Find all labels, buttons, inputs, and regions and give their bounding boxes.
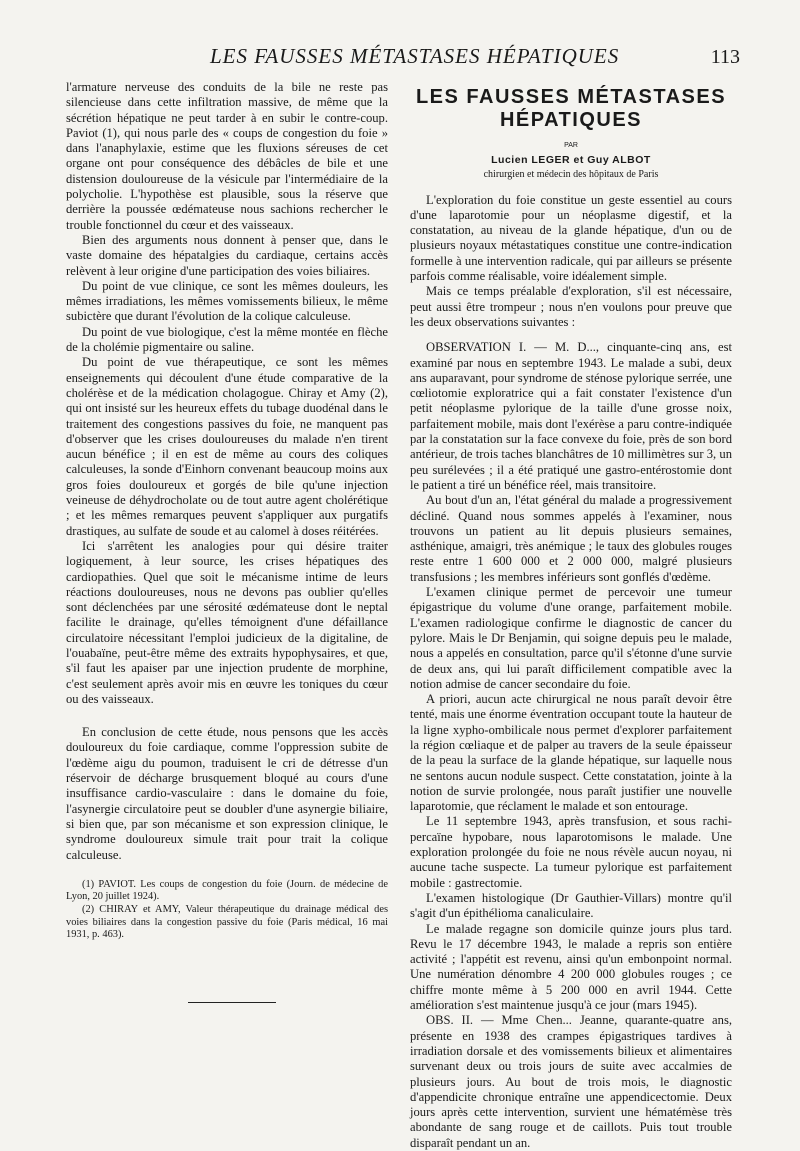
by-line: PAR <box>564 142 578 149</box>
footnote: (2) CHIRAY et AMY, Valeur thérapeutique du drainage médical des voies biliaires dans la congestion passive du foie (Paris médical, 16 mai 1931, p. 463). <box>66 904 388 941</box>
paragraph: Mais ce temps préalable d'exploration, s'il est nécessaire, peut aussi être trompeur ; nous n'en voulons pour preuve que les deux observations suivantes : <box>410 284 732 329</box>
footnote: (1) PAVIOT. Les coups de congestion du foie (Journ. de médecine de Lyon, 20 juillet 1924). <box>66 878 388 903</box>
paragraph: L'exploration du foie constitue un geste essentiel au cours d'une laparotomie pour un néoplasme digestif, et la constatation, au niveau de la glande hépatique, d'un ou de plusieurs noyaux métastatiques constitue une contre-indication formelle à une intervention radicale, qui par ailleurs se présente parfois comme réalisable, voire idéalement simple. <box>410 192 732 284</box>
running-header <box>60 44 740 76</box>
paragraph: L'examen clinique permet de percevoir une tumeur épigastrique du volume d'une orange, parfaitement mobile. L'examen radiologique confirme le diagnostic de cancer du pylore. Mais le Dr Benjamin, qui soigne depuis peu le malade, nous a appelés en consultation, parce qu'il s'étonne d'une survie de deux ans, qui lui paraît difficilement compatible avec la notion admise de cancer secondaire du foie. <box>410 585 732 691</box>
observation-paragraph: OBS. II. — Mme Chen... Jeanne, quarante-quatre ans, présente en 1938 des crampes épigastriques tardives à irradiation dorsale et des vomissements bilieux et alimentaires survenant deux ou trois jours de suite avec accalmies de plusieurs jours. Au bout de trois mois, le diagnostic d'appendicite chronique entraîne une appendicectomie. Deux jours après cette intervention, survient une hématémèse très abondante de sang rouge et de caillots. Puis tout trouble disparaît pendant un an. <box>410 1013 732 1150</box>
paragraph: Le malade regagne son domicile quinze jours plus tard. Revu le 17 décembre 1943, le malade a repris son entière activité ; l'appétit est revenu, ainsi qu'un embonpoint normal. Une numération dénombre 4 200 000 globules rouges ; ce chiffre monte même à 5 200 000 en avril 1944. Cette amélioration s'est maintenue jusqu'à ce jour (mars 1945). <box>410 921 732 1013</box>
end-rule <box>188 1002 276 1003</box>
right-column <box>410 80 732 1151</box>
paragraph: A priori, aucun acte chirurgical ne nous paraît devoir être tenté, mais une énorme éventration occupant toute la hauteur de la ligne xypho-ombilicale nous permet d'explorer parfaitement la région cœliaque et de palper au travers de la seule épaisseur de la peau la surface de la glande hépatique, sur laquelle nous ne sentons aucun nodule suspect. Cette constatation, jointe à la notion de survie prolongée, nous paraît justifier une nouvelle laparotomie, que réclament le malade et son entourage. <box>410 692 732 814</box>
observation-paragraph: OBSERVATION I. — M. D..., cinquante-cinq ans, est examiné par nous en septembre 1943. Le malade a subi, deux ans auparavant, pour syndrome de sténose pylorique serrée, une cœliotomie exploratrice qui a fait constater l'existence d'un petit néoplasme pylorique de la taille d'une grosse noix, parfaitement mobile, mais dont l'exérèse a paru contre-indiquée par la constatation sur la face convexe du foie, près de son bord antérieur, de trois taches blanchâtres de 10 millimètres sur 3, un peu surélevées ; il a été pratiqué une gastro-entérostomie dont le patient a tiré un bénéfice réel, mais transitoire. <box>410 340 732 492</box>
paragraph: Le 11 septembre 1943, après transfusion, et sous rachi-percaïne hypobare, nous laparotomisons le malade. Une exploration prolongée du foie ne nous révèle aucun noyau, ni aucune tache suspecte. La tumeur pylorique est parfaitement mobile : gastrectomie. <box>410 814 732 890</box>
paragraph: Du point de vue biologique, c'est la même montée en flèche de la cholémie pigmentaire ou saline. <box>66 324 388 355</box>
paragraph: Bien des arguments nous donnent à penser que, dans le vaste domaine des hépatalgies du cardiaque, certains accès relèvent à leur origine d'une participation des voies biliaires. <box>66 232 388 278</box>
authors: Lucien LEGER et Guy ALBOT <box>491 154 651 167</box>
page-number: 113 <box>710 46 740 68</box>
conclusion-paragraph: En conclusion de cette étude, nous pensons que les accès douloureux du foie cardiaque, comme l'oppression subite de l'œdème aigu du poumon, traduisent le cri de détresse d'un réservoir de décharge brusquement bloqué au cours d'une insuffisance cardio-vasculaire : dans le domaine du foie, l'asynergie circulatoire peut se doubler d'une asynergie biliaire, si bien que, par son mécanisme et son expression clinique, le syndrome douloureux simule trait pour trait la colique calculeuse. <box>66 725 388 862</box>
paragraph: l'armature nerveuse des conduits de la bile ne reste pas silencieuse dans cette infiltration massive, de même que la sécrétion hépatique ne peut tarder à en subir le contre-coup. Paviot (1), qui nous parle des « coups de congestion du foie » dans l'anaphylaxie, estime que les fluxions séreuses de cet organe ont pour conséquence des débâcles de bile et une distension douloureuse de la vésicule par l'intermédiaire de la polycholie. L'hypothèse est plausible, sous la réserve que derrière la poussée œdémateuse nous sachions rechercher le trouble fonctionnel du cœur et des vaisseaux. <box>66 80 388 232</box>
affiliation: chirurgien et médecin des hôpitaux de Paris <box>483 168 659 180</box>
article-title: LES FAUSSES MÉTASTASES HÉPATIQUES <box>415 86 727 131</box>
running-title: LES FAUSSES MÉTASTASES HÉPATIQUES <box>210 44 620 68</box>
paragraph: Du point de vue clinique, ce sont les mêmes douleurs, les mêmes irradiations, les mêmes vomissements bilieux, le même subictère que durant l'évolution de la colique calculeuse. <box>66 278 388 324</box>
paragraph: Ici s'arrêtent les analogies pour qui désire traiter logiquement, à leur source, les crises hépatiques des cardiopathies. Quel que soit le mécanisme intime de leurs réactions douloureuses, nous ne devons pas oublier qu'elles sont déclenchées par une sérosité œdémateuse dont le neptal facilite le drainage, qu'elles témoignent d'une défaillance circulatoire nécessitant l'emploi judicieux de la digitaline, de l'ouabaïne, peut-être même des extraits hypophysaires, et que, s'il faut les apaiser par une injection prudente de morphine, c'est seulement après avoir mis en œuvre les toniques du cœur ou des vaisseaux. <box>66 538 388 706</box>
left-column <box>66 80 388 942</box>
paragraph: L'examen histologique (Dr Gauthier-Villars) montre qu'il s'agit d'un épithélioma canaliculaire. <box>410 890 732 921</box>
paragraph: Du point de vue thérapeutique, ce sont les mêmes enseignements qui découlent d'une étude comparative de la cholérèse et de la médication cholagogue. Chiray et Amy (2), qui ont insisté sur les heureux effets du tubage duodénal dans le traitement des congestions passives du foie, ne manquent pas d'observer que les crises douloureuses du malade n'en tirent aucun bénéfice ; il en est de même au cours des coliques calculeuses, la sonde d'Einhorn convenant beaucoup moins aux gros foies douloureux et gorgés de bile qu'une injection veineuse de déhydrocholate ou de tout autre agent cholérétique ; et les mêmes remarques peuvent s'appliquer aux purgatifs drastiques, au sulfate de soude et au calomel à doses réitérées. <box>66 355 388 538</box>
paragraph: Au bout d'un an, l'état général du malade a progressivement décliné. Quand nous sommes appelés à l'examiner, nous trouvons un patient au lit depuis plusieurs semaines, asthénique, amaigri, très anémique ; le taux des globules rouges reste entre 1 600 000 et 2 000 000, malgré plusieurs transfusions ; les membres inférieurs sont gonflés d'œdème. <box>410 493 732 584</box>
